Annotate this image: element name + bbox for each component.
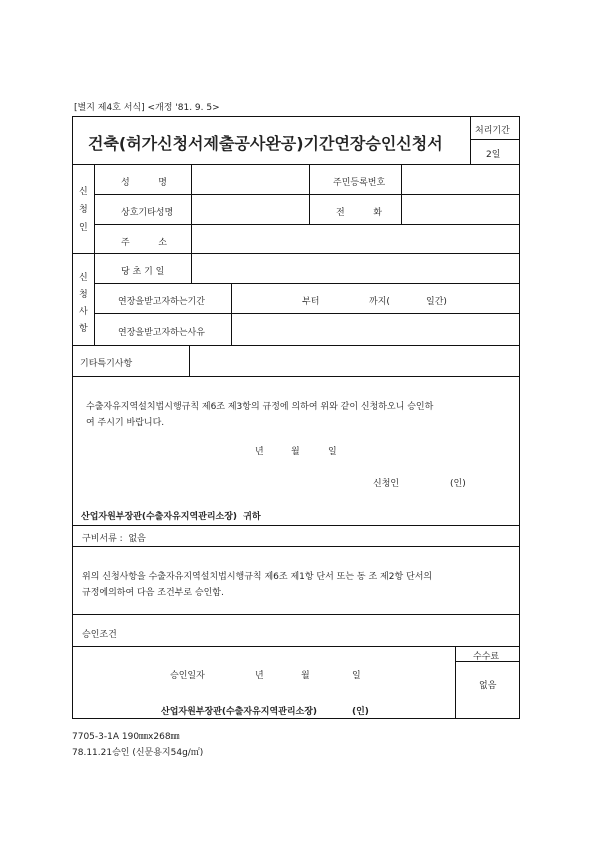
attachments-line: 구비서류 : 없음: [82, 534, 146, 544]
processing-divider: [470, 116, 471, 164]
fee-value: 없음: [479, 681, 497, 691]
approval-note-line-2: 규정에의하여 다음 조건부로 승인함.: [82, 588, 224, 598]
section-char: 항: [79, 324, 88, 334]
application-section-label: [79, 270, 88, 338]
rrn-label: 주민등록번호: [333, 178, 386, 188]
section-char: 사: [79, 307, 88, 317]
statement-year: 년: [255, 447, 264, 457]
approval-day: 일: [352, 671, 361, 681]
grid-line: [72, 614, 520, 615]
section-char: 청: [79, 290, 88, 300]
original-date-field[interactable]: [192, 254, 518, 282]
approval-date-label: 승인일자: [170, 671, 205, 681]
processing-inner-line: [470, 139, 519, 140]
name-label: 성 명: [121, 178, 167, 188]
phone-label: 전 화: [336, 208, 382, 218]
approval-year: 년: [255, 671, 264, 681]
address-label: 주 소: [121, 238, 167, 248]
grid-line: [309, 164, 310, 224]
addressee-line: 산업자원부장관(수출자유지역관리소장) 귀하: [81, 512, 261, 522]
form-title: 건축(허가신청서제출공사완공)기간연장승인신청서: [88, 134, 443, 153]
grid-line: [72, 646, 520, 647]
company-label: 상호기타성명: [121, 208, 174, 218]
extension-period-label: 연장을받고자하는기간: [118, 297, 205, 307]
rrn-field[interactable]: [402, 165, 518, 193]
frame-top-line: [72, 116, 520, 117]
approval-seal: (인): [352, 707, 369, 717]
statement-day: 일: [328, 447, 337, 457]
name-field[interactable]: [192, 165, 308, 193]
section-char: 신: [79, 187, 88, 197]
fee-label: 수수료: [473, 652, 500, 662]
other-notes-label: 기타특기사항: [80, 359, 133, 369]
section-char: 청: [79, 205, 88, 215]
grid-line: [94, 283, 520, 284]
applicant-section-label: [79, 183, 88, 237]
section-char: 인: [79, 223, 88, 233]
approval-authority: 산업자원부장관(수출자유지역관리소장): [161, 707, 318, 717]
address-field[interactable]: [192, 225, 518, 252]
frame-bottom-line: [72, 718, 520, 719]
processing-period-value: 2일: [486, 150, 501, 160]
approval-footer-note: 78.11.21승인 (신문용지54g/㎡): [72, 748, 204, 758]
phone-field[interactable]: [402, 195, 518, 223]
other-notes-field[interactable]: [190, 346, 518, 375]
statement-line-2: 여 주시기 바랍니다.: [86, 418, 165, 428]
section-label-divider: [94, 164, 95, 346]
approval-conditions-label: 승인조건: [82, 630, 117, 640]
period-from-text: 부터: [302, 297, 320, 307]
section-char: 신: [79, 273, 88, 283]
period-to-text: 까지(: [369, 297, 390, 307]
grid-line: [72, 525, 520, 526]
period-days-text: 일간): [426, 297, 447, 307]
extension-reason-field[interactable]: [232, 314, 518, 344]
approval-month: 월: [301, 671, 310, 681]
grid-line: [72, 376, 520, 377]
applicant-sign-label: 신청인: [373, 479, 400, 489]
form-code: 7705-3-1A 190㎜x268㎜: [72, 732, 180, 742]
processing-period-label: 처리기간: [475, 126, 510, 136]
statement-month: 월: [291, 447, 300, 457]
company-field[interactable]: [192, 195, 308, 223]
frame-right-line: [519, 116, 520, 719]
applicant-seal: (인): [450, 479, 466, 489]
grid-line: [72, 546, 520, 547]
approval-note-line-1: 위의 신청사항을 수출자유지역설치법시행규칙 제6조 제1항 단서 또는 동 조 제2항 단서의: [82, 572, 433, 582]
form-header-note: [별지 제4호 서식] <개정 '81. 9. 5>: [74, 103, 220, 113]
original-date-label: 당 초 기 일: [121, 267, 165, 277]
frame-left-line: [72, 116, 73, 719]
statement-line-1: 수출자유지역설치법시행규칙 제6조 제3항의 규정에 의하여 위와 같이 신청하오니 승인하: [86, 402, 434, 412]
extension-reason-label: 연장을받고자하는사유: [118, 328, 205, 338]
fee-divider: [455, 646, 456, 718]
